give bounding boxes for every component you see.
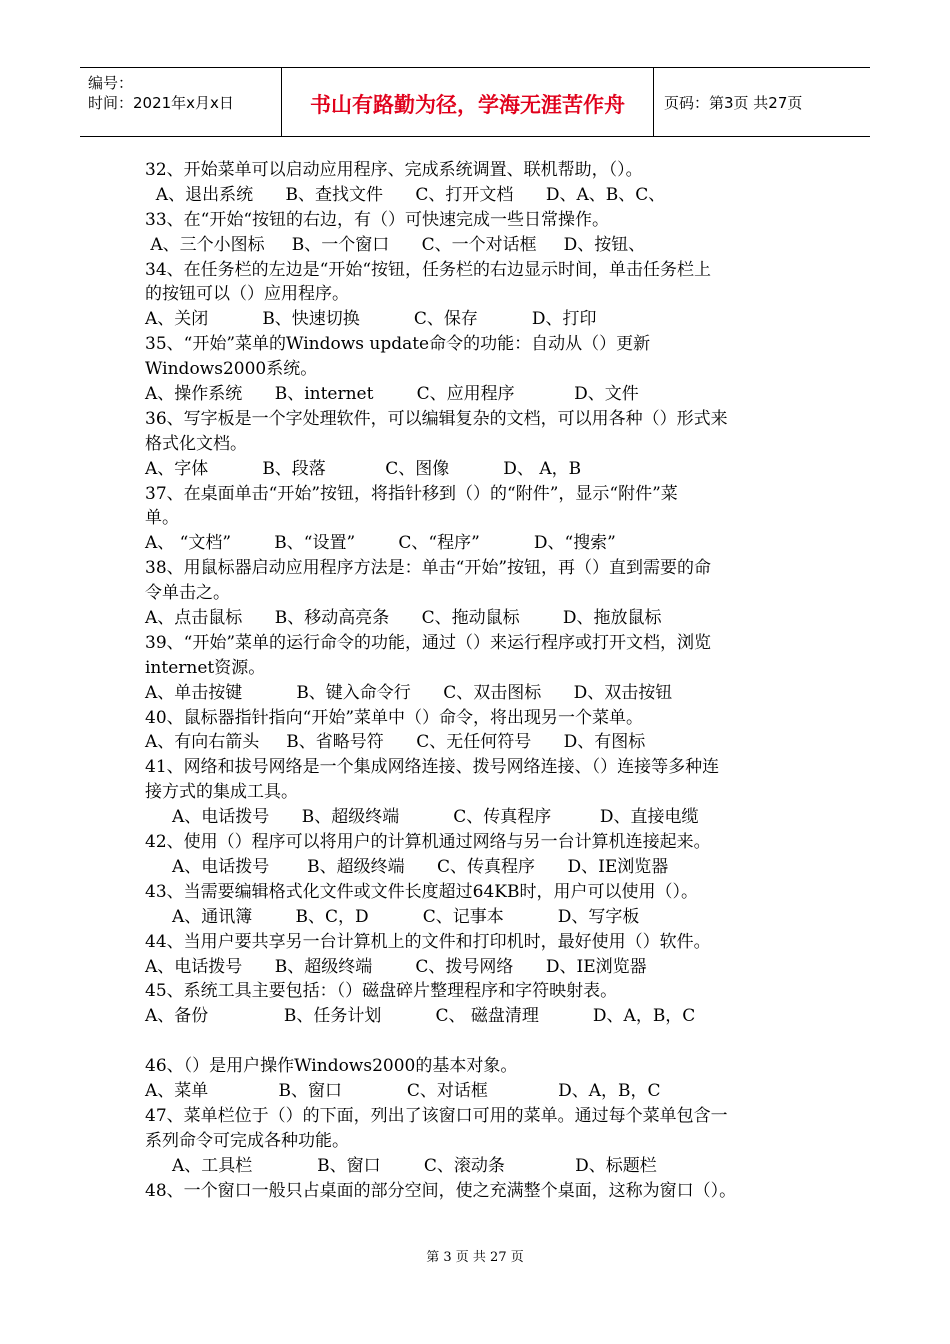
text-line: 格式化文档。 bbox=[145, 433, 247, 454]
text-line: A、电话拨号 B、超级终端 C、传真程序 D、直接电缆 bbox=[145, 807, 699, 828]
text-line: A、字体 B、段落 C、图像 D、 A，B bbox=[145, 458, 582, 479]
page-header bbox=[80, 67, 870, 137]
time-label: 时间：2021年x月x日 bbox=[88, 94, 234, 112]
text-line: A、备份 B、任务计划 C、 磁盘清理 D、A，B，C bbox=[145, 1006, 696, 1027]
text-line: 42、使用（）程序可以将用户的计算机通过网络与另一台计算机连接起来。 bbox=[145, 832, 711, 853]
text-line: 令单击之。 bbox=[145, 583, 230, 604]
text-line: A、工具栏 B、窗口 C、滚动条 D、标题栏 bbox=[145, 1155, 657, 1176]
text-line: A、关闭 B、快速切换 C、保存 D、打印 bbox=[145, 309, 597, 330]
text-line: 46、（）是用户操作Windows2000的基本对象。 bbox=[145, 1056, 518, 1077]
header-meta bbox=[80, 68, 282, 136]
text-line: 35、“开始”菜单的Windows update命令的功能：自动从（）更新 bbox=[145, 334, 651, 355]
text-line: A、 “文档” B、“设置” C、“程序” D、“搜索” bbox=[145, 533, 616, 554]
text-line: 34、在任务栏的左边是“开始“按钮，任务栏的右边显示时间，单击任务栏上 bbox=[145, 259, 712, 280]
text-line: 系列命令可完成各种功能。 bbox=[145, 1130, 349, 1151]
question-list bbox=[145, 158, 805, 1203]
text-line: 37、在桌面单击“开始”按钮，将指针移到（）的“附件”，显示“附件”菜 bbox=[145, 483, 678, 504]
text-line: 的按钮可以（）应用程序。 bbox=[145, 284, 349, 305]
text-line: internet资源。 bbox=[145, 657, 266, 678]
text-line: A、电话拨号 B、超级终端 C、传真程序 D、IE浏览器 bbox=[145, 856, 669, 877]
text-line: A、电话拨号 B、超级终端 C、拨号网络 D、IE浏览器 bbox=[145, 956, 647, 977]
text-line: 接方式的集成工具。 bbox=[145, 782, 298, 803]
text-line: 43、当需要编辑格式化文件或文件长度超过64KB时，用户可以使用（）。 bbox=[145, 881, 698, 902]
text-line: A、单击按键 B、键入命令行 C、双击图标 D、双击按钮 bbox=[145, 682, 673, 703]
text-line: 32、开始菜单可以启动应用程序、完成系统调置、联机帮助，（）。 bbox=[145, 160, 643, 180]
text-line: A、有向右箭头 B、省略号符 C、无任何符号 D、有图标 bbox=[145, 732, 646, 753]
text-line: 39、“开始”菜单的运行命令的功能，通过（）来运行程序或打开文档，浏览 bbox=[145, 632, 712, 653]
text-line: A、操作系统 B、internet C、应用程序 D、文件 bbox=[145, 384, 639, 405]
text-line: 45、系统工具主要包括：（）磁盘碎片整理程序和字符映射表。 bbox=[145, 981, 618, 1002]
text-line: 40、鼠标器指针指向“开始”菜单中（）命令，将出现另一个菜单。 bbox=[145, 707, 644, 728]
header-page-info: 页码：第3页 共27页 bbox=[664, 93, 803, 112]
text-line: A、通讯簿 B、C，D C、记事本 D、写字板 bbox=[145, 906, 640, 927]
blank-line bbox=[145, 1029, 805, 1054]
text-line: A、点击鼠标 B、移动高亮条 C、拖动鼠标 D、拖放鼠标 bbox=[145, 608, 662, 629]
header-motto: 书山有路勤为径，学海无涯苦作舟 bbox=[282, 68, 654, 136]
text-line: 33、在“开始“按钮的右边，有（）可快速完成一些日常操作。 bbox=[145, 209, 610, 230]
text-line: A、退出系统 B、查找文件 C、打开文档 D、A、B、C、 bbox=[145, 184, 666, 205]
text-line: 47、菜单栏位于（）的下面，列出了该窗口可用的菜单。通过每个菜单包含一 bbox=[145, 1105, 728, 1126]
text-line: Windows2000系统。 bbox=[145, 359, 318, 380]
text-line: A、三个小图标 B、一个窗口 C、一个对话框 D、按钮、 bbox=[145, 234, 646, 255]
text-line: A、菜单 B、窗口 C、对话框 D、A，B，C bbox=[145, 1080, 661, 1101]
text-line: 44、当用户要共享另一台计算机上的文件和打印机时，最好使用（）软件。 bbox=[145, 931, 711, 952]
text-line: 38、用鼠标器启动应用程序方法是：单击“开始”按钮，再（）直到需要的命 bbox=[145, 558, 712, 579]
serial-label: 编号： bbox=[88, 74, 134, 92]
text-line: 36、写字板是一个字处理软件，可以编辑复杂的文档，可以用各种（）形式来 bbox=[145, 408, 728, 429]
text-line: 单。 bbox=[145, 508, 179, 529]
page-footer: 第 3 页 共 27 页 bbox=[426, 1250, 524, 1265]
text-line: 41、网络和拔号网络是一个集成网络连接、拨号网络连接、（）连接等多种连 bbox=[145, 757, 720, 778]
text-line: 48、一个窗口一般只占桌面的部分空间，使之充满整个桌面，这称为窗口（）。 bbox=[145, 1180, 737, 1201]
